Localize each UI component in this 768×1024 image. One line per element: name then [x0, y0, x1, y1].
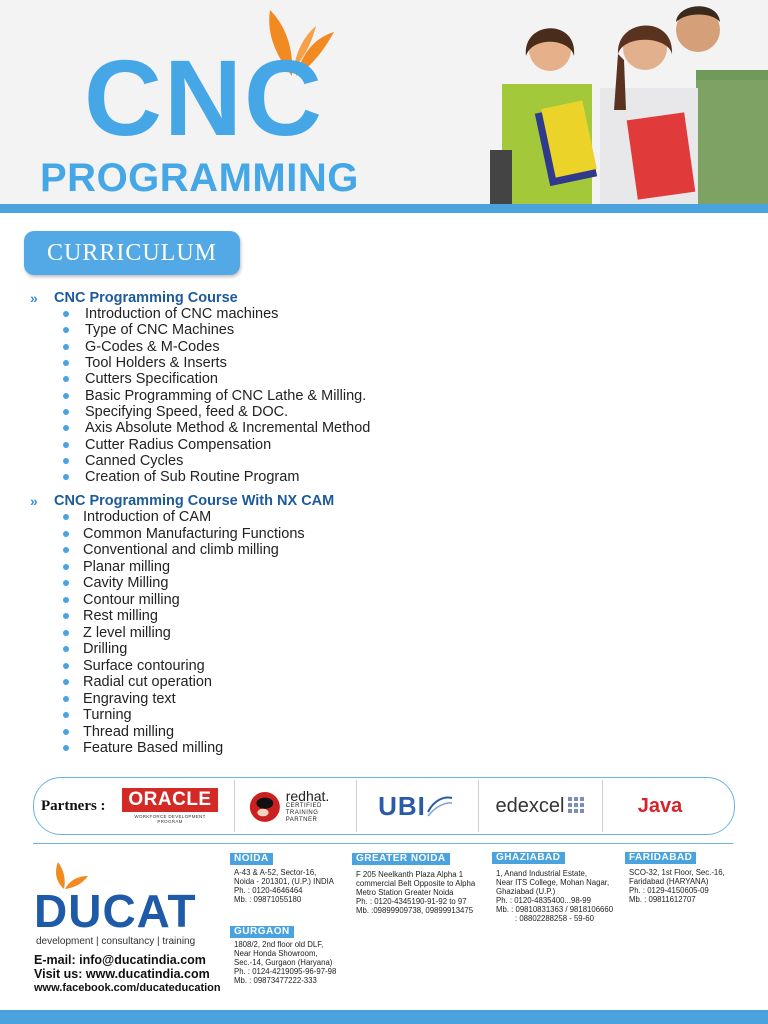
list-item [30, 592, 334, 609]
course-section-nx-cam [30, 493, 334, 757]
list-item-text: Tool Holders & Inserts [85, 355, 227, 372]
list-item [30, 608, 334, 625]
address-line: Near Honda Showroom, [234, 949, 318, 958]
bullet-icon [63, 663, 69, 669]
bullet-icon [63, 564, 69, 570]
bullet-icon [63, 613, 69, 619]
curriculum-badge: CURRICULUM [24, 231, 240, 275]
bullet-icon [63, 646, 69, 652]
website-link[interactable]: Visit us: www.ducatindia.com [34, 967, 210, 981]
list-item-text: Rest milling [83, 608, 158, 625]
address-line: Near ITS College, Mohan Nagar, [496, 878, 610, 887]
bullet-icon [63, 344, 69, 350]
topic-list [30, 509, 334, 757]
list-item [30, 339, 370, 355]
list-item [30, 355, 370, 371]
partner-divider [234, 780, 235, 832]
bullet-icon [63, 409, 69, 415]
list-item-text: Engraving text [83, 690, 176, 707]
list-item-text: Contour milling [83, 591, 180, 608]
oracle-logo-subtext: WORKFORCE DEVELOPMENT PROGRAM [134, 814, 206, 824]
list-item [30, 740, 334, 757]
office-city-gurgaon: GURGAON [230, 926, 294, 938]
ubi-swoosh-icon [426, 794, 454, 818]
header-divider [0, 204, 768, 213]
page-title: CNC [84, 37, 324, 158]
footer-divider [33, 843, 733, 844]
bullet-icon [63, 327, 69, 333]
bullet-icon [63, 514, 69, 520]
java-logo [610, 778, 710, 834]
list-item-text: Creation of Sub Routine Program [85, 469, 300, 486]
list-item-text: Planar milling [83, 558, 171, 575]
office-city-faridabad: FARIDABAD [625, 852, 696, 864]
list-item [30, 371, 370, 387]
java-logo-text: Java [637, 794, 683, 817]
address-line: F 205 Neelkanth Plaza Alpha 1 [356, 870, 464, 879]
list-item [30, 322, 370, 338]
address-line: Mb. : 09871055180 [234, 895, 302, 904]
list-item [30, 526, 334, 543]
redhat-training-text: TRAINING PARTNER [285, 809, 319, 823]
list-item [30, 453, 370, 469]
oracle-logo-text: ORACLE [122, 788, 217, 812]
list-item-text: Z level milling [83, 624, 171, 641]
bullet-icon [63, 745, 69, 751]
list-item-text: Specifying Speed, feed & DOC. [85, 403, 289, 420]
office-city-ghaziabad: GHAZIABAD [492, 852, 565, 864]
facebook-link[interactable]: www.facebook.com/ducateducation [34, 982, 221, 994]
bullet-icon [63, 580, 69, 586]
list-item-text: Surface contouring [83, 657, 205, 674]
list-item-text: Axis Absolute Method & Incremental Method [85, 420, 371, 437]
bullet-icon [63, 425, 69, 431]
list-item [30, 625, 334, 642]
address-line: Sec.-14, Gurgaon (Haryana) [234, 958, 333, 967]
list-item-text: Cavity Milling [83, 575, 169, 592]
address-line: commercial Belt Opposite to Alpha [356, 879, 476, 888]
list-item [30, 658, 334, 675]
list-item [30, 707, 334, 724]
list-item [30, 559, 334, 576]
bullet-icon [63, 547, 69, 553]
ubi-logo-text: UBI [378, 790, 426, 821]
address-line: SCO-32, 1st Floor, Sec.-16, [629, 868, 725, 877]
list-item [30, 575, 334, 592]
bullet-icon [63, 442, 69, 448]
redhat-certified-text: CERTIFIED [285, 802, 322, 809]
address-line: Faridabad (HARYANA) [629, 877, 709, 886]
list-item-text: G-Codes & M-Codes [85, 338, 220, 355]
list-item-text: Introduction of CNC machines [85, 306, 279, 323]
bullet-icon [63, 393, 69, 399]
edexcel-logo [486, 778, 596, 834]
address-line: 1808/2, 2nd floor old DLF, [234, 940, 324, 949]
office-address-noida [234, 868, 334, 904]
partner-divider [602, 780, 603, 832]
list-item-text: Cutters Specification [85, 371, 218, 388]
office-address-faridabad [629, 868, 725, 904]
address-line: Noida - 201301, (U.P.) INDIA [234, 877, 334, 886]
address-line: Ph. : 0120-4345190-91-92 to 97 [356, 897, 467, 906]
email-link[interactable]: E-mail: info@ducatindia.com [34, 953, 206, 967]
section-heading [30, 493, 334, 509]
oracle-logo [122, 778, 218, 834]
list-item [30, 306, 370, 322]
bullet-icon [63, 531, 69, 537]
ubi-logo [368, 778, 464, 834]
list-item-text: Type of CNC Machines [85, 322, 235, 339]
list-item [30, 724, 334, 741]
bullet-icon [63, 712, 69, 718]
list-item [30, 691, 334, 708]
list-item [30, 641, 334, 658]
ducat-logo-text: DUCAT [34, 885, 197, 937]
bullet-icon [63, 679, 69, 685]
bullet-icon [63, 597, 69, 603]
students-photo [490, 0, 768, 204]
address-line: Mb. : 09873477222-333 [234, 976, 317, 985]
address-line: Ph. : 0129-4150605-09 [629, 886, 709, 895]
edexcel-grid-icon [568, 797, 586, 815]
edexcel-logo-text: edexcel [495, 794, 565, 817]
office-city-noida: NOIDA [230, 853, 273, 865]
list-item-text: Conventional and climb milling [83, 542, 279, 559]
list-item [30, 387, 370, 403]
address-line: Mb. : 09811612707 [629, 895, 696, 904]
list-item-text: Common Manufacturing Functions [83, 525, 305, 542]
redhat-shadowman-icon [248, 787, 282, 825]
chevron-right-icon: » [30, 493, 38, 509]
topic-list [30, 306, 370, 485]
page-subtitle: PROGRAMMING [40, 156, 359, 200]
course-section-cnc [30, 290, 370, 485]
address-line: : 08802288258 - 59-60 [515, 914, 594, 923]
list-item-text: Canned Cycles [85, 452, 184, 469]
list-item-text: Feature Based milling [83, 740, 224, 757]
list-item-text: Basic Programming of CNC Lathe & Milling. [85, 387, 367, 404]
bullet-icon [63, 376, 69, 382]
list-item-text: Thread milling [83, 723, 175, 740]
address-line: Ph. : 0124-4219095-96-97-98 [234, 967, 337, 976]
list-item [30, 420, 370, 436]
redhat-logo-text: redhat. [285, 787, 330, 804]
bullet-icon [63, 360, 69, 366]
section-heading-text: CNC Programming Course [54, 290, 238, 306]
office-address-ghaziabad [496, 869, 613, 923]
address-line: Mb. : 09810831363 / 9818106660 [496, 905, 614, 914]
list-item [30, 436, 370, 452]
office-city-greater-noida: GREATER NOIDA [352, 853, 450, 865]
footer-bar [0, 1010, 768, 1024]
partner-divider [356, 780, 357, 832]
address-line: Ghaziabad (U.P.) [496, 887, 556, 896]
list-item-text: Introduction of CAM [83, 509, 212, 526]
address-line: Mb. :09899909738, 09899913475 [356, 906, 474, 915]
list-item [30, 542, 334, 559]
address-line: 1, Anand Industrial Estate, [496, 869, 588, 878]
section-heading-text: CNC Programming Course With NX CAM [54, 493, 335, 509]
office-address-greater-noida [356, 870, 475, 915]
list-item-text: Turning [83, 707, 132, 724]
list-item [30, 404, 370, 420]
partners-label: Partners : [41, 798, 106, 814]
chevron-right-icon: » [30, 290, 38, 306]
office-address-gurgaon [234, 940, 336, 985]
list-item [30, 509, 334, 526]
partners-strip [33, 777, 735, 835]
redhat-logo [248, 778, 348, 834]
ducat-tagline: development | consultancy | training [36, 936, 196, 947]
bullet-icon [63, 696, 69, 702]
bullet-icon [63, 729, 69, 735]
bullet-icon [63, 630, 69, 636]
section-heading [30, 290, 370, 306]
address-line: Metro Station Greater Noida [356, 888, 454, 897]
bullet-icon [63, 474, 69, 480]
bullet-icon [63, 458, 69, 464]
list-item-text: Cutter Radius Compensation [85, 436, 272, 453]
list-item-text: Radial cut operation [83, 674, 212, 691]
partner-divider [478, 780, 479, 832]
address-line: Ph. : 0120-4835400...98-99 [496, 896, 591, 905]
list-item [30, 469, 370, 485]
bullet-icon [63, 311, 69, 317]
list-item [30, 674, 334, 691]
address-line: Ph. : 0120-4646464 [234, 886, 303, 895]
address-line: A-43 & A-52, Sector-16, [234, 868, 317, 877]
list-item-text: Drilling [83, 641, 128, 658]
